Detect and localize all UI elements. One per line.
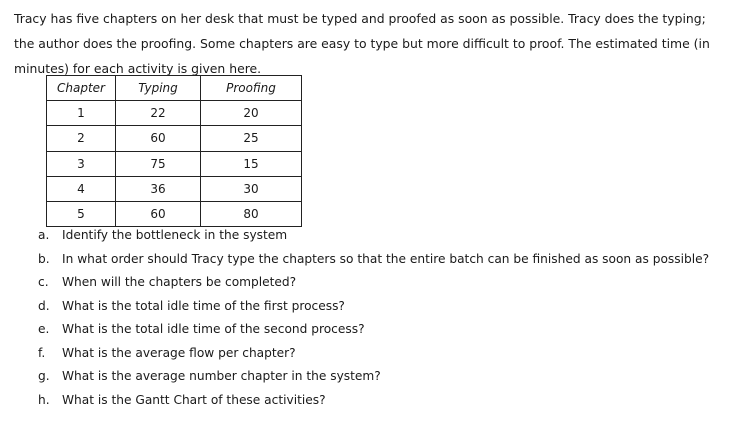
header-chapter: Chapter <box>47 76 116 101</box>
cell-chapter: 3 <box>47 151 116 176</box>
cell-typing: 60 <box>116 126 201 151</box>
question-item <box>38 225 709 249</box>
cell-chapter: 5 <box>47 202 116 227</box>
table-row <box>47 101 302 126</box>
cell-proofing: 80 <box>201 202 302 227</box>
question-text: In what order should Tracy type the chapters so that the entire batch can be finished as soon as possible? <box>62 251 710 266</box>
cell-chapter: 4 <box>47 176 116 201</box>
question-item <box>38 366 709 390</box>
header-typing: Typing <box>116 76 201 101</box>
cell-proofing: 25 <box>201 126 302 151</box>
question-letter: e. <box>38 322 50 336</box>
intro-line-1: Tracy has five chapters on her desk that must be typed and proofed as soon as possible. Tracy does the typing; <box>14 11 706 26</box>
table-row <box>47 176 302 201</box>
question-list <box>38 225 709 413</box>
cell-typing: 36 <box>116 176 201 201</box>
question-letter: d. <box>38 298 50 313</box>
cell-typing: 75 <box>116 151 201 176</box>
cell-proofing: 20 <box>201 101 302 126</box>
header-proofing: Proofing <box>201 76 302 101</box>
cell-chapter: 1 <box>47 101 116 126</box>
table-row <box>47 202 302 227</box>
question-item <box>38 272 709 296</box>
question-letter: a. <box>38 228 50 242</box>
cell-proofing: 30 <box>201 176 302 201</box>
question-text: What is the average number chapter in the system? <box>62 369 381 383</box>
intro-line-2: the author does the proofing. Some chapters are easy to type but more difficult to proof. The estimated time (in <box>14 36 710 51</box>
question-letter: c. <box>38 275 49 289</box>
question-item <box>38 319 709 343</box>
question-item <box>38 249 709 273</box>
question-letter: b. <box>38 251 50 266</box>
question-text: What is the total idle time of the second process? <box>62 322 365 336</box>
table-row <box>47 126 302 151</box>
problem-statement <box>14 6 744 81</box>
question-item <box>38 296 709 320</box>
question-letter: f. <box>38 345 46 360</box>
question-text: What is the total idle time of the first process? <box>62 298 345 313</box>
chapter-times-table <box>46 75 302 227</box>
question-text: Identify the bottleneck in the system <box>62 228 288 242</box>
question-text: When will the chapters be completed? <box>62 275 297 289</box>
question-letter: h. <box>38 392 50 407</box>
question-item <box>38 390 709 414</box>
cell-chapter: 2 <box>47 126 116 151</box>
table-header-row <box>47 76 302 101</box>
cell-typing: 22 <box>116 101 201 126</box>
question-item <box>38 343 709 367</box>
question-text: What is the Gantt Chart of these activities? <box>62 392 326 407</box>
intro-line-3: minutes) for each activity is given here. <box>14 61 262 76</box>
table-row <box>47 151 302 176</box>
question-text: What is the average flow per chapter? <box>62 345 296 360</box>
question-letter: g. <box>38 369 50 383</box>
cell-typing: 60 <box>116 202 201 227</box>
cell-proofing: 15 <box>201 151 302 176</box>
